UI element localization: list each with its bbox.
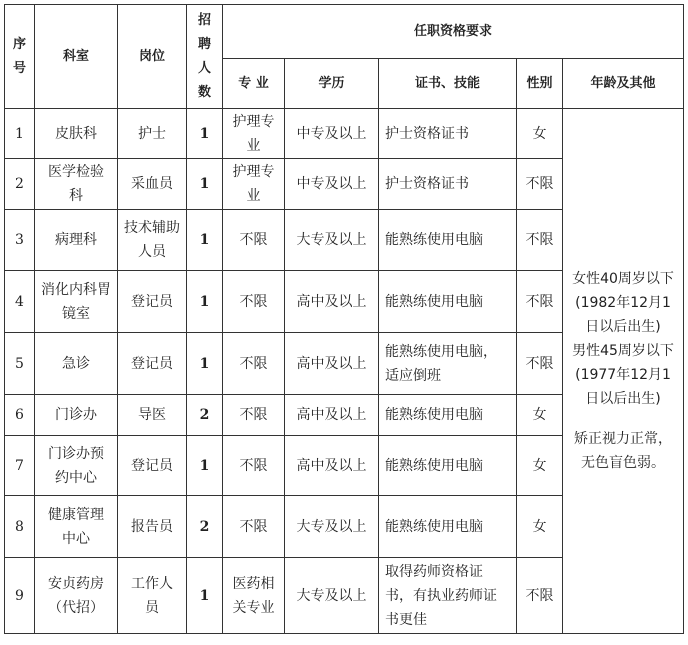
- header-education: 学历: [285, 59, 379, 109]
- cell-major: 护理专业: [223, 109, 285, 159]
- cell-major: 不限: [223, 271, 285, 333]
- cell-seq: 3: [5, 210, 35, 271]
- cell-gender: 不限: [517, 159, 563, 210]
- cell-education: 中专及以上: [285, 109, 379, 159]
- cell-education: 中专及以上: [285, 159, 379, 210]
- cell-certificate: 取得药师资格证书，有执业药师证书更佳: [379, 558, 517, 634]
- header-dept: 科室: [35, 5, 118, 109]
- cell-seq: 9: [5, 558, 35, 634]
- cell-age-other: [563, 109, 684, 634]
- cell-major: 不限: [223, 496, 285, 558]
- cell-major: 不限: [223, 395, 285, 436]
- cell-gender: 女: [517, 109, 563, 159]
- header-seq: 序号: [5, 5, 35, 109]
- cell-education: 大专及以上: [285, 558, 379, 634]
- cell-post: 登记员: [118, 271, 187, 333]
- cell-recruit: 1: [187, 558, 223, 634]
- cell-certificate: 能熟练使用电脑: [379, 271, 517, 333]
- cell-certificate: 能熟练使用电脑，适应倒班: [379, 333, 517, 395]
- cell-dept: 急诊: [35, 333, 118, 395]
- recruitment-table: [4, 4, 684, 634]
- header-age-other: 年龄及其他: [563, 59, 684, 109]
- cell-dept: 门诊办: [35, 395, 118, 436]
- cell-certificate: 能熟练使用电脑: [379, 436, 517, 496]
- cell-recruit: 2: [187, 496, 223, 558]
- cell-post: 采血员: [118, 159, 187, 210]
- header-qualifications: 任职资格要求: [223, 5, 684, 59]
- cell-recruit: 2: [187, 395, 223, 436]
- cell-seq: 6: [5, 395, 35, 436]
- cell-dept: 消化内科胃镜室: [35, 271, 118, 333]
- cell-post: 登记员: [118, 333, 187, 395]
- cell-seq: 5: [5, 333, 35, 395]
- cell-certificate: 能熟练使用电脑: [379, 210, 517, 271]
- cell-major: 不限: [223, 333, 285, 395]
- cell-major: 不限: [223, 210, 285, 271]
- cell-education: 大专及以上: [285, 210, 379, 271]
- header-certificate: 证书、技能: [379, 59, 517, 109]
- cell-education: 高中及以上: [285, 271, 379, 333]
- female-born: (1982年12月1日以后出生): [575, 295, 671, 335]
- cell-dept: 皮肤科: [35, 109, 118, 159]
- cell-certificate: 护士资格证书: [379, 109, 517, 159]
- cell-dept: 健康管理中心: [35, 496, 118, 558]
- cell-recruit: 1: [187, 333, 223, 395]
- cell-gender: 不限: [517, 558, 563, 634]
- cell-seq: 4: [5, 271, 35, 333]
- table-row: [5, 109, 684, 159]
- cell-major: 护理专业: [223, 159, 285, 210]
- cell-post: 导医: [118, 395, 187, 436]
- cell-education: 高中及以上: [285, 395, 379, 436]
- cell-post: 护士: [118, 109, 187, 159]
- male-age: 男性45周岁以下: [572, 343, 674, 359]
- cell-gender: 不限: [517, 271, 563, 333]
- cell-education: 大专及以上: [285, 496, 379, 558]
- cell-seq: 8: [5, 496, 35, 558]
- cell-certificate: 能熟练使用电脑: [379, 496, 517, 558]
- cell-major: 医药相关专业: [223, 558, 285, 634]
- cell-recruit: 1: [187, 210, 223, 271]
- cell-gender: 女: [517, 496, 563, 558]
- cell-certificate: 能熟练使用电脑: [379, 395, 517, 436]
- cell-gender: 女: [517, 436, 563, 496]
- cell-major: 不限: [223, 436, 285, 496]
- cell-education: 高中及以上: [285, 436, 379, 496]
- cell-recruit: 1: [187, 436, 223, 496]
- cell-gender: 不限: [517, 333, 563, 395]
- cell-gender: 女: [517, 395, 563, 436]
- female-age: 女性40周岁以下: [572, 271, 674, 287]
- vision-requirement: 矫正视力正常，无色盲色弱。: [574, 431, 673, 471]
- header-gender: 性别: [517, 59, 563, 109]
- cell-recruit: 1: [187, 271, 223, 333]
- cell-post: 工作人员: [118, 558, 187, 634]
- header-post: 岗位: [118, 5, 187, 109]
- cell-post: 报告员: [118, 496, 187, 558]
- cell-dept: 病理科: [35, 210, 118, 271]
- cell-gender: 不限: [517, 210, 563, 271]
- cell-seq: 7: [5, 436, 35, 496]
- cell-post: 技术辅助人员: [118, 210, 187, 271]
- male-born: (1977年12月1日以后出生): [575, 367, 671, 407]
- cell-seq: 1: [5, 109, 35, 159]
- cell-dept: 安贞药房（代招）: [35, 558, 118, 634]
- cell-recruit: 1: [187, 109, 223, 159]
- cell-seq: 2: [5, 159, 35, 210]
- cell-certificate: 护士资格证书: [379, 159, 517, 210]
- cell-dept: 门诊办预约中心: [35, 436, 118, 496]
- cell-dept: 医学检验科: [35, 159, 118, 210]
- header-recruit: 招聘人数: [187, 5, 223, 109]
- cell-post: 登记员: [118, 436, 187, 496]
- cell-education: 高中及以上: [285, 333, 379, 395]
- header-major: 专 业: [223, 59, 285, 109]
- cell-recruit: 1: [187, 159, 223, 210]
